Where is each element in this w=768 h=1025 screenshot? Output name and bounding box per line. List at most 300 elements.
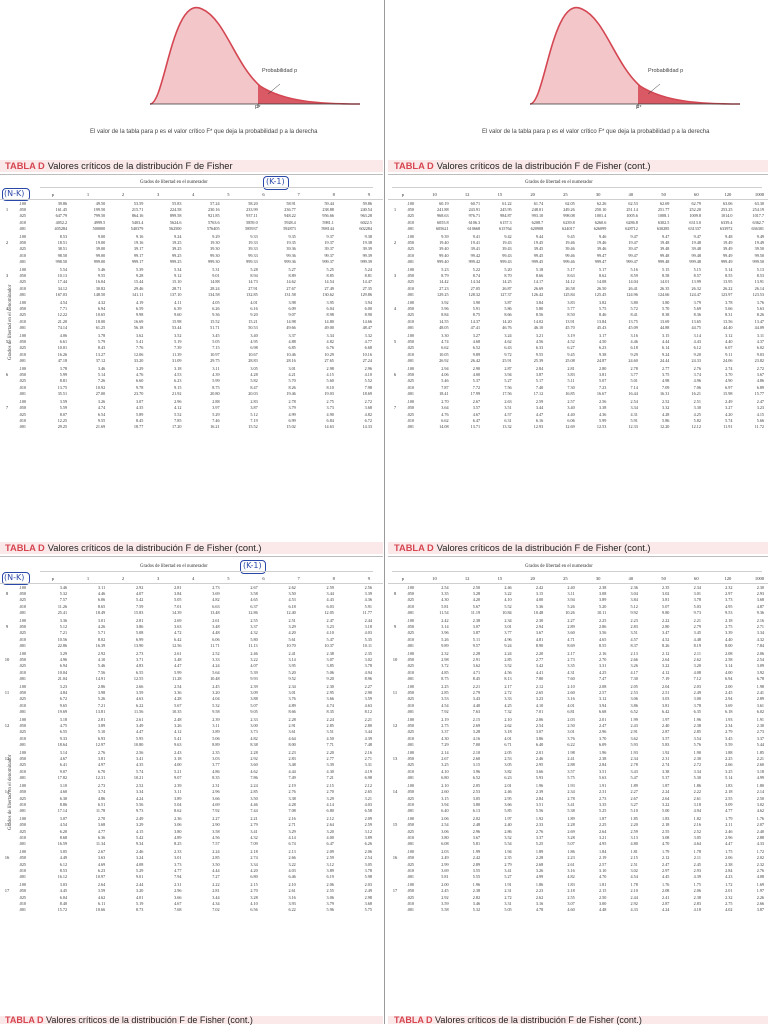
critical-value-cell: 9.52 xyxy=(288,675,296,681)
critical-value-cell: 3.02 xyxy=(756,801,765,807)
critical-value-cell: 1.83 xyxy=(725,783,733,789)
critical-value-cell: 4.75 xyxy=(59,723,68,729)
critical-value-cell: 5981.1 xyxy=(322,219,334,225)
critical-value-cell: 3.39 xyxy=(725,630,733,636)
critical-value-cell: 11.91 xyxy=(723,423,733,429)
critical-value-cell: 2.34 xyxy=(567,789,575,795)
critical-value-cell: 29.75 xyxy=(210,357,220,363)
critical-value-cell: 2.41 xyxy=(662,894,670,900)
critical-value-cell: 2.76 xyxy=(693,366,701,372)
critical-value-cell: 647.79 xyxy=(55,213,68,219)
critical-value-cell: 799.50 xyxy=(93,213,106,219)
critical-value-cell: 27.00 xyxy=(95,390,106,396)
critical-value-cell: 6.89 xyxy=(756,384,765,390)
critical-value-cell: 3.87 xyxy=(756,906,765,912)
critical-value-cell: 8.81 xyxy=(364,273,372,279)
probability-cell: .025 xyxy=(18,411,26,417)
critical-value-cell: 1.86 xyxy=(535,882,544,888)
critical-value-cell: 4.01 xyxy=(504,735,512,741)
critical-value-cell: 3.30 xyxy=(693,405,701,411)
critical-value-cell: 58.91 xyxy=(286,201,296,206)
critical-value-cell: 2.27 xyxy=(567,618,575,624)
df-block xyxy=(390,651,764,682)
critical-value-cell: 2.78 xyxy=(630,366,638,372)
critical-value-cell: 3.18 xyxy=(174,756,182,762)
critical-value-cell: 3.31 xyxy=(504,900,512,906)
critical-value-cell: 7.47 xyxy=(598,675,607,681)
critical-value-cell: 2.80 xyxy=(598,366,607,372)
denominator-df: 3 xyxy=(393,273,397,279)
critical-value-cell: 3.39 xyxy=(364,591,372,597)
critical-value-cell: 12.31 xyxy=(95,774,106,780)
critical-value-cell: 7.68 xyxy=(174,906,182,912)
critical-value-cell: 2.02 xyxy=(472,816,481,822)
critical-value-cell: 4.36 xyxy=(364,597,372,603)
critical-value-cell: 2.21 xyxy=(250,816,258,822)
critical-value-cell: 28.24 xyxy=(210,285,220,291)
critical-value-cell: 5.35 xyxy=(364,636,372,642)
critical-value-cell: 4.26 xyxy=(97,624,106,630)
numerator-df-label: Grados de libertad en el numerador xyxy=(525,564,593,569)
critical-value-cell: 3.18 xyxy=(59,717,68,723)
critical-value-cell: 3.74 xyxy=(693,372,701,378)
critical-value-cell: 3.29 xyxy=(326,795,334,801)
critical-value-cell: 4.86 xyxy=(756,378,765,384)
df-block xyxy=(390,849,764,880)
critical-value-cell: 6.71 xyxy=(504,741,512,747)
column-header-df: 4 xyxy=(192,576,195,581)
critical-value-cell: 9.16 xyxy=(136,234,144,240)
probability-cell: .025 xyxy=(406,312,414,318)
critical-value-cell: 49.50 xyxy=(95,201,106,206)
critical-value-cell: 5.77 xyxy=(567,306,575,312)
denominator-df: 12 xyxy=(392,723,398,729)
critical-value-cell: 6302.5 xyxy=(657,219,670,225)
critical-value-cell: 3.29 xyxy=(288,828,296,834)
critical-value-cell: 9.33 xyxy=(59,735,68,741)
page-divider xyxy=(384,0,385,1024)
critical-value-cell: 2.38 xyxy=(598,585,607,590)
critical-value-cell: 8.98 xyxy=(326,312,334,318)
critical-value-cell: 4.68 xyxy=(472,339,481,345)
critical-value-cell: 2.99 xyxy=(441,861,449,867)
critical-value-cell: 2.35 xyxy=(662,585,670,590)
critical-value-cell: 9.80 xyxy=(662,609,670,615)
critical-value-cell: 11.19 xyxy=(470,609,481,615)
critical-value-cell: 976.71 xyxy=(468,213,481,219)
critical-value-cell: 998.50 xyxy=(55,258,68,264)
critical-value-cell: 7.56 xyxy=(504,384,512,390)
critical-value-cell: 15.52 xyxy=(248,423,258,429)
critical-value-cell: 241.88 xyxy=(437,207,449,213)
critical-value-cell: 15.02 xyxy=(286,423,296,429)
critical-value-cell: 5.99 xyxy=(212,378,220,384)
critical-value-cell: 2.62 xyxy=(288,585,296,590)
column-header-df: 1000 xyxy=(754,192,765,197)
critical-value-cell: 8.58 xyxy=(662,273,670,279)
critical-value-cell: 6.76 xyxy=(326,345,334,351)
table-row xyxy=(29,358,372,364)
critical-value-cell: 3.37 xyxy=(441,729,449,735)
critical-value-cell: 16.85 xyxy=(565,390,575,396)
critical-value-cell: 9.73 xyxy=(136,807,144,813)
critical-value-cell: 39.39 xyxy=(362,246,372,252)
critical-value-cell: 3.11 xyxy=(174,789,182,795)
critical-value-cell: 2.86 xyxy=(504,828,512,834)
critical-value-cell: 6.41 xyxy=(59,762,68,768)
critical-value-cell: 13.69 xyxy=(659,318,670,324)
column-header-df: 20 xyxy=(530,192,535,197)
critical-value-cell: 2.57 xyxy=(598,690,607,696)
critical-value-cell: 2.10 xyxy=(441,783,449,789)
probability-cell: .050 xyxy=(18,789,26,795)
numerator-df-label: Grados de libertad en el numerador xyxy=(140,180,208,185)
critical-value-cell: 4.43 xyxy=(326,597,334,603)
critical-value-cell: 5.66 xyxy=(725,306,733,312)
critical-value-cell: 8.65 xyxy=(97,603,106,609)
critical-value-cell: 3.40 xyxy=(250,333,258,339)
critical-value-cell: 20.80 xyxy=(210,390,220,396)
critical-value-cell: 2.06 xyxy=(693,888,701,894)
handwritten-nk: (N-K) xyxy=(4,189,25,198)
critical-value-cell: 3.63 xyxy=(174,624,182,630)
critical-value-cell: 2.32 xyxy=(756,861,765,867)
probability-cell: .001 xyxy=(18,675,26,681)
column-header-left-bottom xyxy=(40,576,370,581)
critical-value-cell: 4.89 xyxy=(288,702,296,708)
critical-value-cell: 7.00 xyxy=(472,741,481,747)
critical-value-cell: 2.03 xyxy=(441,849,449,855)
critical-value-cell: 2.44 xyxy=(364,618,372,624)
critical-value-cell: 2.15 xyxy=(326,783,334,789)
critical-value-cell: 10.16 xyxy=(362,351,372,357)
critical-value-cell: 3.28 xyxy=(472,591,481,597)
critical-value-cell: 1.86 xyxy=(693,783,701,789)
column-header-df: 60 xyxy=(694,192,699,197)
critical-value-cell: 6.22 xyxy=(567,741,575,747)
critical-value-cell: 3.89 xyxy=(598,597,607,603)
critical-value-cell: 8.62 xyxy=(598,273,607,279)
table-title-bottom-left: TABLA D Valores críticos de la distribución F de Fisher (cont.) xyxy=(5,543,262,553)
column-header-df: 40 xyxy=(628,192,634,197)
critical-value-cell: 230.16 xyxy=(208,207,220,213)
critical-value-cell: 6286.8 xyxy=(626,219,638,225)
probability-cell: .010 xyxy=(406,900,414,906)
critical-value-cell: 4.54 xyxy=(59,822,68,828)
critical-value-cell: 3.78 xyxy=(693,702,701,708)
probability-cell: .100 xyxy=(406,399,414,405)
critical-value-cell: 7.56 xyxy=(97,669,106,675)
critical-value-cell: 5.08 xyxy=(136,630,144,636)
critical-value-cell: 3.01 xyxy=(97,618,106,624)
critical-value-cell: 10.70 xyxy=(286,642,296,648)
column-header-df: 120 xyxy=(724,192,732,197)
critical-value-cell: 3.37 xyxy=(250,624,258,630)
critical-value-cell: 7.71 xyxy=(59,306,68,312)
critical-value-cell: 2.30 xyxy=(326,684,334,690)
critical-value-cell: 999.49 xyxy=(720,258,733,264)
probability-cell: .025 xyxy=(406,597,414,603)
critical-value-cell: 2.16 xyxy=(288,816,296,822)
critical-value-cell: 2.64 xyxy=(598,828,607,834)
critical-value-cell: 3.00 xyxy=(250,723,258,729)
critical-value-cell: 2.80 xyxy=(662,624,670,630)
critical-value-cell: 5859.0 xyxy=(246,219,258,225)
critical-value-cell: 9.39 xyxy=(441,234,449,240)
critical-value-cell: 99.42 xyxy=(470,252,481,258)
probability-cell: .025 xyxy=(18,312,26,318)
critical-value-cell: 3.54 xyxy=(693,735,701,741)
critical-value-cell: 2.44 xyxy=(630,894,638,900)
denominator-df: 8 xyxy=(393,591,397,596)
critical-value-cell: 3.25 xyxy=(725,768,733,774)
probability-cell: .050 xyxy=(18,207,26,213)
critical-value-cell: 3.77 xyxy=(630,372,638,378)
critical-value-cell: 14.34 xyxy=(470,279,481,285)
critical-value-cell: 5.10 xyxy=(97,729,106,735)
critical-value-cell: 2.67 xyxy=(97,849,106,855)
critical-value-cell: 4.37 xyxy=(756,339,765,345)
denominator-df: 15 xyxy=(4,822,10,828)
critical-value-cell: 3.12 xyxy=(326,861,334,867)
critical-value-cell: 11.26 xyxy=(57,603,68,609)
critical-value-cell: 3.11 xyxy=(98,585,106,590)
critical-value-cell: 2.22 xyxy=(662,618,670,624)
critical-value-cell: 7.92 xyxy=(441,708,449,714)
critical-value-cell: 3.83 xyxy=(567,300,575,306)
critical-value-cell: 6.09 xyxy=(598,741,607,747)
critical-value-cell: 624017 xyxy=(562,225,575,231)
critical-value-cell: 8.25 xyxy=(174,840,182,846)
critical-value-cell: 3.16 xyxy=(535,900,544,906)
critical-value-cell: 4.11 xyxy=(174,300,182,306)
critical-value-cell: 2.83 xyxy=(250,399,258,405)
probability-cell: .001 xyxy=(18,357,26,363)
critical-value-cell: 7.49 xyxy=(288,774,296,780)
critical-value-cell: 4.96 xyxy=(59,657,68,663)
probability-cell: .010 xyxy=(406,351,414,357)
critical-value-cell: 2.61 xyxy=(174,651,182,657)
critical-value-cell: 3.41 xyxy=(136,756,144,762)
critical-value-cell: 6.93 xyxy=(97,735,106,741)
critical-value-cell: 4.01 xyxy=(250,300,258,306)
critical-value-cell: 3.35 xyxy=(567,663,575,669)
critical-value-cell: 2.36 xyxy=(630,585,638,590)
critical-value-cell: 6.00 xyxy=(364,306,372,312)
critical-value-cell: 1.98 xyxy=(567,750,575,756)
critical-value-cell: 1.99 xyxy=(630,717,638,723)
critical-value-cell: 5.67 xyxy=(174,702,182,708)
denominator-df: 1 xyxy=(393,207,397,212)
denominator-df: 7 xyxy=(5,405,9,411)
critical-value-cell: 3.32 xyxy=(364,333,372,339)
critical-value-cell: 59.44 xyxy=(324,201,334,206)
probability-cell: .010 xyxy=(18,669,26,675)
table-body-top-left xyxy=(2,201,372,432)
critical-value-cell: 99.46 xyxy=(565,252,575,258)
critical-value-cell: 8.70 xyxy=(504,273,512,279)
critical-value-cell: 9.73 xyxy=(693,609,701,615)
denominator-df: 13 xyxy=(4,756,10,762)
df-block xyxy=(2,750,372,781)
critical-value-cell: 4.17 xyxy=(630,669,638,675)
critical-value-cell: 9.63 xyxy=(174,741,182,747)
denominator-df: 3 xyxy=(5,273,9,279)
critical-value-cell: 4.48 xyxy=(212,630,220,636)
table-title-bottom-right: TABLA D Valores críticos de la distribución F de Fisher (cont.) xyxy=(394,543,651,553)
critical-value-cell: 2.31 xyxy=(504,888,512,894)
critical-value-cell: 3.79 xyxy=(288,405,296,411)
critical-value-cell: 10.05 xyxy=(439,351,449,357)
critical-value-cell: 7.80 xyxy=(535,675,544,681)
probability-cell: .050 xyxy=(406,624,414,630)
critical-value-cell: 5.12 xyxy=(250,411,258,417)
critical-value-cell: 4.74 xyxy=(326,702,334,708)
critical-value-cell: 13.91 xyxy=(565,318,575,324)
critical-value-cell: 3.18 xyxy=(504,729,512,735)
probability-cell: .001 xyxy=(406,873,414,879)
probability-cell: .025 xyxy=(406,729,414,735)
critical-value-cell: 2.21 xyxy=(364,717,372,723)
critical-value-cell: 4.43 xyxy=(693,339,701,345)
critical-value-cell: 2.02 xyxy=(756,855,765,861)
critical-value-cell: 57.24 xyxy=(210,201,220,206)
critical-value-cell: 21.04 xyxy=(57,675,68,681)
probability-cell: .025 xyxy=(18,630,26,636)
denominator-df: 14 xyxy=(392,789,398,795)
critical-value-cell: 2.28 xyxy=(288,717,296,723)
critical-value-cell: 2.57 xyxy=(567,399,575,405)
critical-value-cell: 5403.4 xyxy=(131,219,144,225)
critical-value-cell: 3.69 xyxy=(441,867,449,873)
critical-value-cell: 3.80 xyxy=(662,300,670,306)
critical-value-cell: 2.38 xyxy=(598,756,607,762)
critical-value-cell: 3.15 xyxy=(441,795,449,801)
probability-cell: .025 xyxy=(406,246,414,252)
critical-value-cell: 5.86 xyxy=(504,306,512,312)
table-row xyxy=(29,325,372,331)
critical-value-cell: 4.12 xyxy=(174,405,182,411)
table-row xyxy=(29,841,372,847)
critical-value-cell: 7.72 xyxy=(472,384,481,390)
critical-value-cell: 14.55 xyxy=(439,318,449,324)
critical-value-cell: 9.00 xyxy=(97,234,106,240)
critical-value-cell: 3.18 xyxy=(756,768,765,774)
critical-value-cell: 9.38 xyxy=(598,351,607,357)
critical-value-cell: 3.29 xyxy=(136,822,144,828)
critical-value-cell: 17.20 xyxy=(172,423,182,429)
critical-value-cell: 2.06 xyxy=(725,855,733,861)
probability-cell: .100 xyxy=(406,333,414,339)
denominator-df: 12 xyxy=(4,723,10,729)
critical-value-cell: 3.76 xyxy=(756,300,765,306)
critical-value-cell: 4.81 xyxy=(535,636,544,642)
probability-cell: .050 xyxy=(406,405,414,411)
critical-value-cell: 956.66 xyxy=(322,213,334,219)
critical-value-cell: 4.56 xyxy=(535,339,544,345)
table-title-top-left: TABLA D Valores críticos de la distribución F de Fisher xyxy=(5,161,233,171)
critical-value-cell: 8.53 xyxy=(59,867,68,873)
probability-cell: .100 xyxy=(406,618,414,624)
critical-value-cell: 2.12 xyxy=(662,855,670,861)
probability-cell: .050 xyxy=(18,273,26,279)
critical-value-cell: 4.12 xyxy=(174,729,182,735)
critical-value-cell: 2.73 xyxy=(136,651,144,657)
critical-value-cell: 2.84 xyxy=(598,762,607,768)
critical-value-cell: 3.27 xyxy=(472,333,481,339)
critical-value-cell: 8.57 xyxy=(693,273,701,279)
critical-value-cell: 2.97 xyxy=(725,591,733,597)
probability-cell: .100 xyxy=(18,783,26,789)
probability-cell: .025 xyxy=(406,213,414,219)
table-title-footer-left: TABLA D Valores críticos de la distribución F de Fisher (cont.) xyxy=(5,1015,253,1025)
probability-cell: .001 xyxy=(406,357,414,363)
critical-value-cell: 4.95 xyxy=(598,840,607,846)
critical-value-cell: 2.52 xyxy=(212,651,220,657)
critical-value-cell: 8.26 xyxy=(662,642,670,648)
critical-value-cell: 26.14 xyxy=(754,285,765,291)
critical-value-cell: 3.12 xyxy=(598,696,607,702)
critical-value-cell: 3.05 xyxy=(250,366,258,372)
critical-value-cell: 238.88 xyxy=(322,207,334,213)
critical-value-cell: 3.43 xyxy=(630,768,638,774)
critical-value-cell: 3.77 xyxy=(212,762,220,768)
probability-cell: .025 xyxy=(406,696,414,702)
critical-value-cell: 4.14 xyxy=(288,834,296,840)
critical-value-cell: 2.33 xyxy=(250,717,258,723)
critical-value-cell: 628712 xyxy=(625,225,638,231)
critical-value-cell: 4.28 xyxy=(250,372,258,378)
critical-value-cell: 4.02 xyxy=(725,906,733,912)
critical-value-cell: 3.89 xyxy=(212,729,220,735)
critical-value-cell: 4.97 xyxy=(97,762,106,768)
critical-value-cell: 4.03 xyxy=(364,630,372,636)
critical-value-cell: 8.66 xyxy=(504,312,512,318)
probability-cell: .100 xyxy=(18,366,26,372)
critical-value-cell: 2.89 xyxy=(756,696,765,702)
critical-value-cell: 9.01 xyxy=(212,273,220,279)
critical-value-cell: 11.72 xyxy=(754,423,765,429)
critical-value-cell: 1.79 xyxy=(662,849,670,855)
critical-value-cell: 3.07 xyxy=(59,816,68,822)
critical-value-cell: 3.03 xyxy=(662,696,670,702)
denominator-df: 16 xyxy=(392,855,398,861)
probability-cell: .025 xyxy=(18,894,26,900)
column-header-df: 25 xyxy=(563,576,568,581)
critical-value-cell: 3.09 xyxy=(725,801,733,807)
critical-value-cell: 19.69 xyxy=(57,708,68,714)
column-header-df: 12 xyxy=(464,192,470,197)
critical-value-cell: 126.42 xyxy=(531,291,544,297)
critical-value-cell: 2.49 xyxy=(364,888,372,894)
critical-value-cell: 4.95 xyxy=(250,339,258,345)
critical-value-cell: 2.84 xyxy=(535,795,544,801)
df-block xyxy=(2,267,372,298)
critical-value-cell: 9.49 xyxy=(756,234,765,240)
critical-value-cell: 2.10 xyxy=(288,882,296,888)
critical-value-cell: 3.67 xyxy=(472,834,481,840)
critical-value-cell: 4.10 xyxy=(504,597,512,603)
critical-value-cell: 14.33 xyxy=(362,423,372,429)
critical-value-cell: 6.30 xyxy=(59,795,68,801)
critical-value-cell: 6339.4 xyxy=(720,219,733,225)
critical-value-cell: 3.43 xyxy=(472,696,481,702)
critical-value-cell: 6.59 xyxy=(136,306,144,312)
critical-value-cell: 10.56 xyxy=(57,636,68,642)
critical-value-cell: 4.57 xyxy=(504,411,512,417)
table-row xyxy=(29,226,372,232)
critical-value-cell: 2.70 xyxy=(441,399,449,405)
